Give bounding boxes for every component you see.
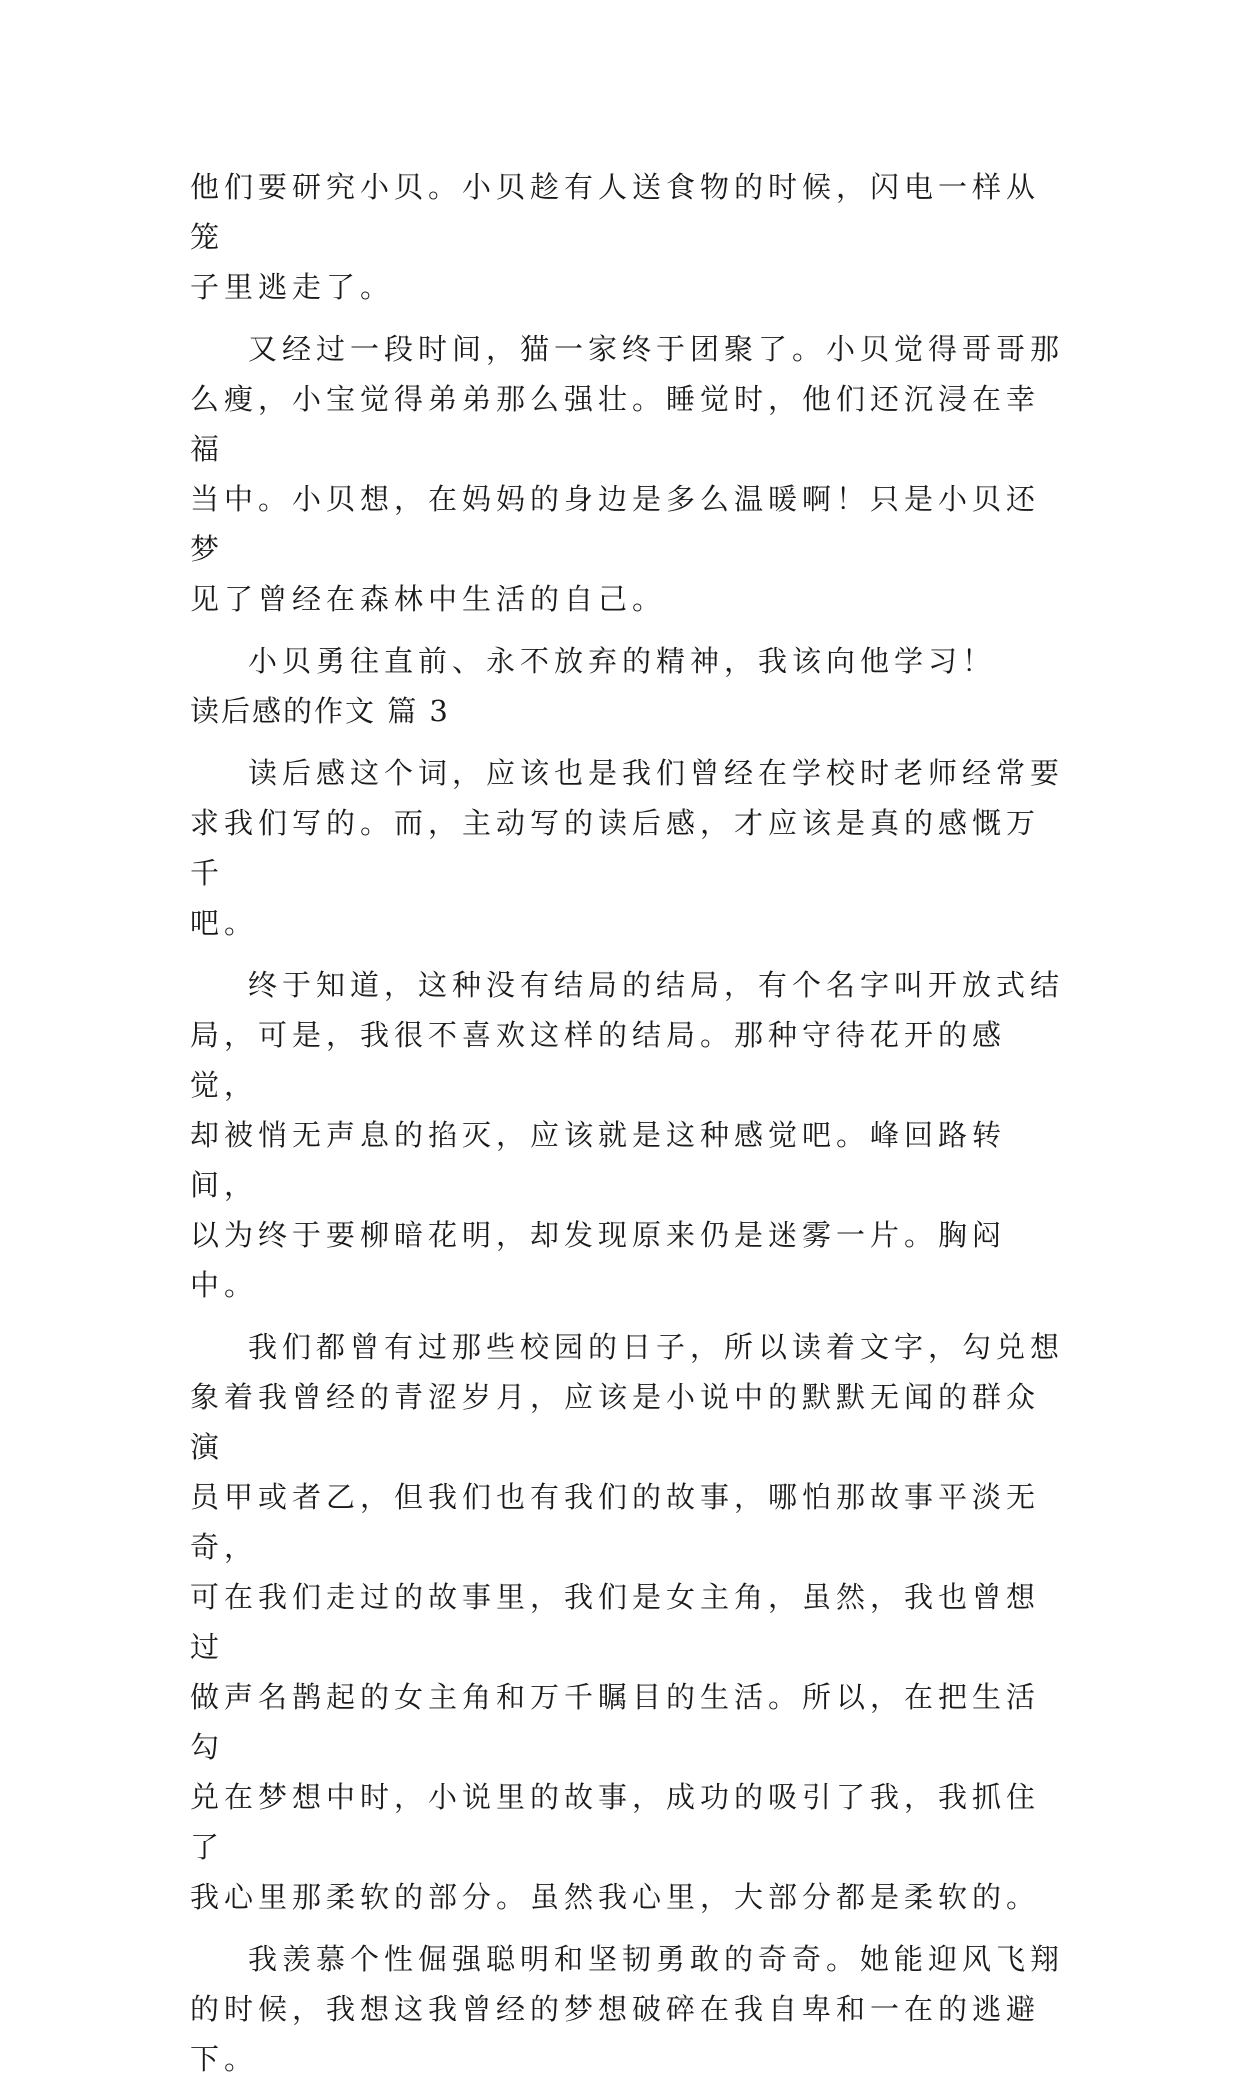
section-paragraph-4 [190,1934,1070,2084]
paragraph-line: 我心里那柔软的部分。虽然我心里，大部分都是柔软的。 [190,1880,1041,1914]
paragraph-line: 的时候，我想这我曾经的梦想破碎在我自卑和一在的逃避下。 [190,1992,1041,2076]
paragraph-line: 兑在梦想中时，小说里的故事，成功的吸引了我，我抓住了 [190,1780,1041,1864]
section-paragraph-3 [190,1322,1070,1922]
paragraph-line: 求我们写的。而，主动写的读后感，才应该是真的感慨万千 [190,806,1041,890]
section-paragraph-2 [190,960,1070,1310]
section-paragraph-1 [190,748,1070,948]
paragraph-line: 局，可是，我很不喜欢这样的结局。那种守待花开的感觉， [190,1018,1007,1102]
paragraph-line: 当中。小贝想，在妈妈的身边是多么温暖啊！只是小贝还梦 [190,482,1041,566]
paragraph-line: 可在我们走过的故事里，我们是女主角，虽然，我也曾想过 [190,1580,1041,1664]
paragraph-line: 我羡慕个性倔强聪明和坚韧勇敢的奇奇。她能迎风飞翔 [248,1942,1065,1976]
paragraph-1 [190,162,1070,312]
section-heading: 读后感的作文 篇 3 [190,694,450,728]
paragraph-line: 他们要研究小贝。小贝趁有人送食物的时候，闪电一样从笼 [190,170,1041,254]
paragraph-line: 见了曾经在森林中生活的自己。 [190,582,667,616]
paragraph-line: 员甲或者乙，但我们也有我们的故事，哪怕那故事平淡无奇， [190,1480,1041,1564]
paragraph-line: 子里逃走了。 [190,270,395,304]
paragraph-line: 吧。 [190,906,259,940]
document-body [190,162,1070,2096]
paragraph-line: 小贝勇往直前、永不放弃的精神，我该向他学习！ [248,644,997,678]
paragraph-line: 却被悄无声息的掐灭，应该就是这种感觉吧。峰回路转间， [190,1118,1007,1202]
paragraph-line: 象着我曾经的青涩岁月，应该是小说中的默默无闻的群众演 [190,1380,1041,1464]
paragraph-line: 以为终于要柳暗花明，却发现原来仍是迷雾一片。胸闷中。 [190,1218,1007,1302]
paragraph-3 [190,636,1070,686]
paragraph-line: 终于知道，这种没有结局的结局，有个名字叫开放式结 [248,968,1065,1002]
paragraph-line: 做声名鹊起的女主角和万千瞩目的生活。所以，在把生活勾 [190,1680,1041,1764]
paragraph-line: 又经过一段时间，猫一家终于团聚了。小贝觉得哥哥那 [248,332,1065,366]
paragraph-line: 么瘦，小宝觉得弟弟那么强壮。睡觉时，他们还沉浸在幸福 [190,382,1041,466]
paragraph-line: 我们都曾有过那些校园的日子，所以读着文字，勾兑想 [248,1330,1065,1364]
paragraph-line: 读后感这个词，应该也是我们曾经在学校时老师经常要 [248,756,1065,790]
paragraph-2 [190,324,1070,624]
